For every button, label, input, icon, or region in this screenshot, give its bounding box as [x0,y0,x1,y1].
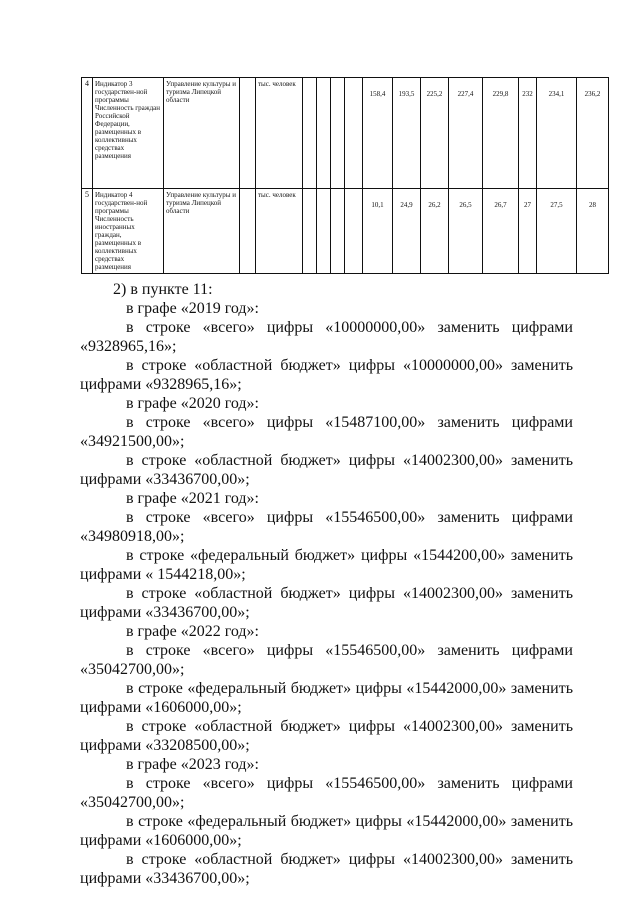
row-number: 5 [82,189,93,274]
executor-cell: Управление культуры и туризма Липецкой области [164,189,240,274]
amendment-text [80,280,573,888]
empty-cell [240,189,256,274]
line-2021-regional: в строке «областной бюджет» цифры «14002300,00» заменить [126,585,573,602]
line-2022-regional: в строке «областной бюджет» цифры «14002300,00» заменить [126,718,573,735]
value-cell: 227,4 [449,78,483,189]
column-heading-2021: в графе «2021 год»: [126,490,259,507]
empty-cell [331,189,345,274]
indicator-cell: Индикатор 3 государствен-ной программы Численность граждан Российской Федерации, размещенных в коллективных средствах размещения [93,78,164,189]
line-2019-total-cont: «9328965,16»; [80,338,177,355]
line-2020-total-cont: «34921500,00»; [80,433,185,450]
line-2021-regional-cont: цифрами «33436700,00»; [80,604,250,621]
line-2022-regional-cont: цифрами «33208500,00»; [80,737,250,754]
value-cell: 232 [519,78,537,189]
line-2020-total: в строке «всего» цифры «15487100,00» заменить цифрами [126,414,573,431]
line-2019-regional: в строке «областной бюджет» цифры «10000000,00» заменить [126,357,573,374]
value-cell: 158,4 [363,78,393,189]
row-number: 4 [82,78,93,189]
line-2022-federal-cont: цифрами «1606000,00»; [80,699,242,716]
line-2022-total: в строке «всего» цифры «15546500,00» заменить цифрами [126,642,573,659]
item-heading: 2) в пункте 11: [113,281,213,298]
table-row [82,189,609,274]
line-2023-regional-cont: цифрами «33436700,00»; [80,870,250,887]
unit-cell: тыс. человек [256,78,303,189]
column-heading-2022: в графе «2022 год»: [126,623,259,640]
line-2022-total-cont: «35042700,00»; [80,661,185,678]
value-cell: 26,7 [483,189,519,274]
line-2020-regional: в строке «областной бюджет» цифры «14002300,00» заменить [126,452,573,469]
value-cell: 225,2 [421,78,449,189]
column-heading-2020: в графе «2020 год»: [126,395,259,412]
value-cell: 26,5 [449,189,483,274]
empty-cell [317,189,331,274]
empty-cell [317,78,331,189]
value-cell: 10,1 [363,189,393,274]
line-2021-federal: в строке «федеральный бюджет» цифры «1544200,00» заменить [126,547,573,564]
line-2019-total: в строке «всего» цифры «10000000,00» заменить цифрами [126,319,573,336]
column-heading-2023: в графе «2023 год»: [126,756,259,773]
empty-cell [331,78,345,189]
line-2023-regional: в строке «областной бюджет» цифры «14002300,00» заменить [126,851,573,868]
empty-cell [240,78,256,189]
line-2023-federal-cont: цифрами «1606000,00»; [80,832,242,849]
indicators-table [81,77,609,274]
table-row [82,78,609,189]
value-cell: 24,9 [393,189,421,274]
empty-cell [303,189,317,274]
value-cell: 229,8 [483,78,519,189]
line-2019-regional-cont: цифрами «9328965,16»; [80,376,242,393]
unit-cell: тыс. человек [256,189,303,274]
line-2021-total: в строке «всего» цифры «15546500,00» заменить цифрами [126,509,573,526]
empty-cell [303,78,317,189]
value-cell: 27 [519,189,537,274]
indicator-cell: Индикатор 4 государствен-ной программы Численность иностранных граждан, размещенных в коллективных средствах размещения [93,189,164,274]
value-cell: 26,2 [421,189,449,274]
line-2021-total-cont: «34980918,00»; [80,528,185,545]
line-2022-federal: в строке «федеральный бюджет» цифры «15442000,00» заменить [126,680,573,697]
empty-cell [345,189,363,274]
executor-cell: Управление культуры и туризма Липецкой области [164,78,240,189]
line-2023-federal: в строке «федеральный бюджет» цифры «15442000,00» заменить [126,813,573,830]
value-cell: 193,5 [393,78,421,189]
line-2020-regional-cont: цифрами «33436700,00»; [80,471,250,488]
column-heading-2019: в графе «2019 год»: [126,300,259,317]
value-cell: 28 [577,189,609,274]
line-2023-total: в строке «всего» цифры «15546500,00» заменить цифрами [126,775,573,792]
value-cell: 236,2 [577,78,609,189]
line-2023-total-cont: «35042700,00»; [80,794,185,811]
value-cell: 234,1 [537,78,577,189]
empty-cell [345,78,363,189]
value-cell: 27,5 [537,189,577,274]
line-2021-federal-cont: цифрами « 1544218,00»; [80,566,246,583]
